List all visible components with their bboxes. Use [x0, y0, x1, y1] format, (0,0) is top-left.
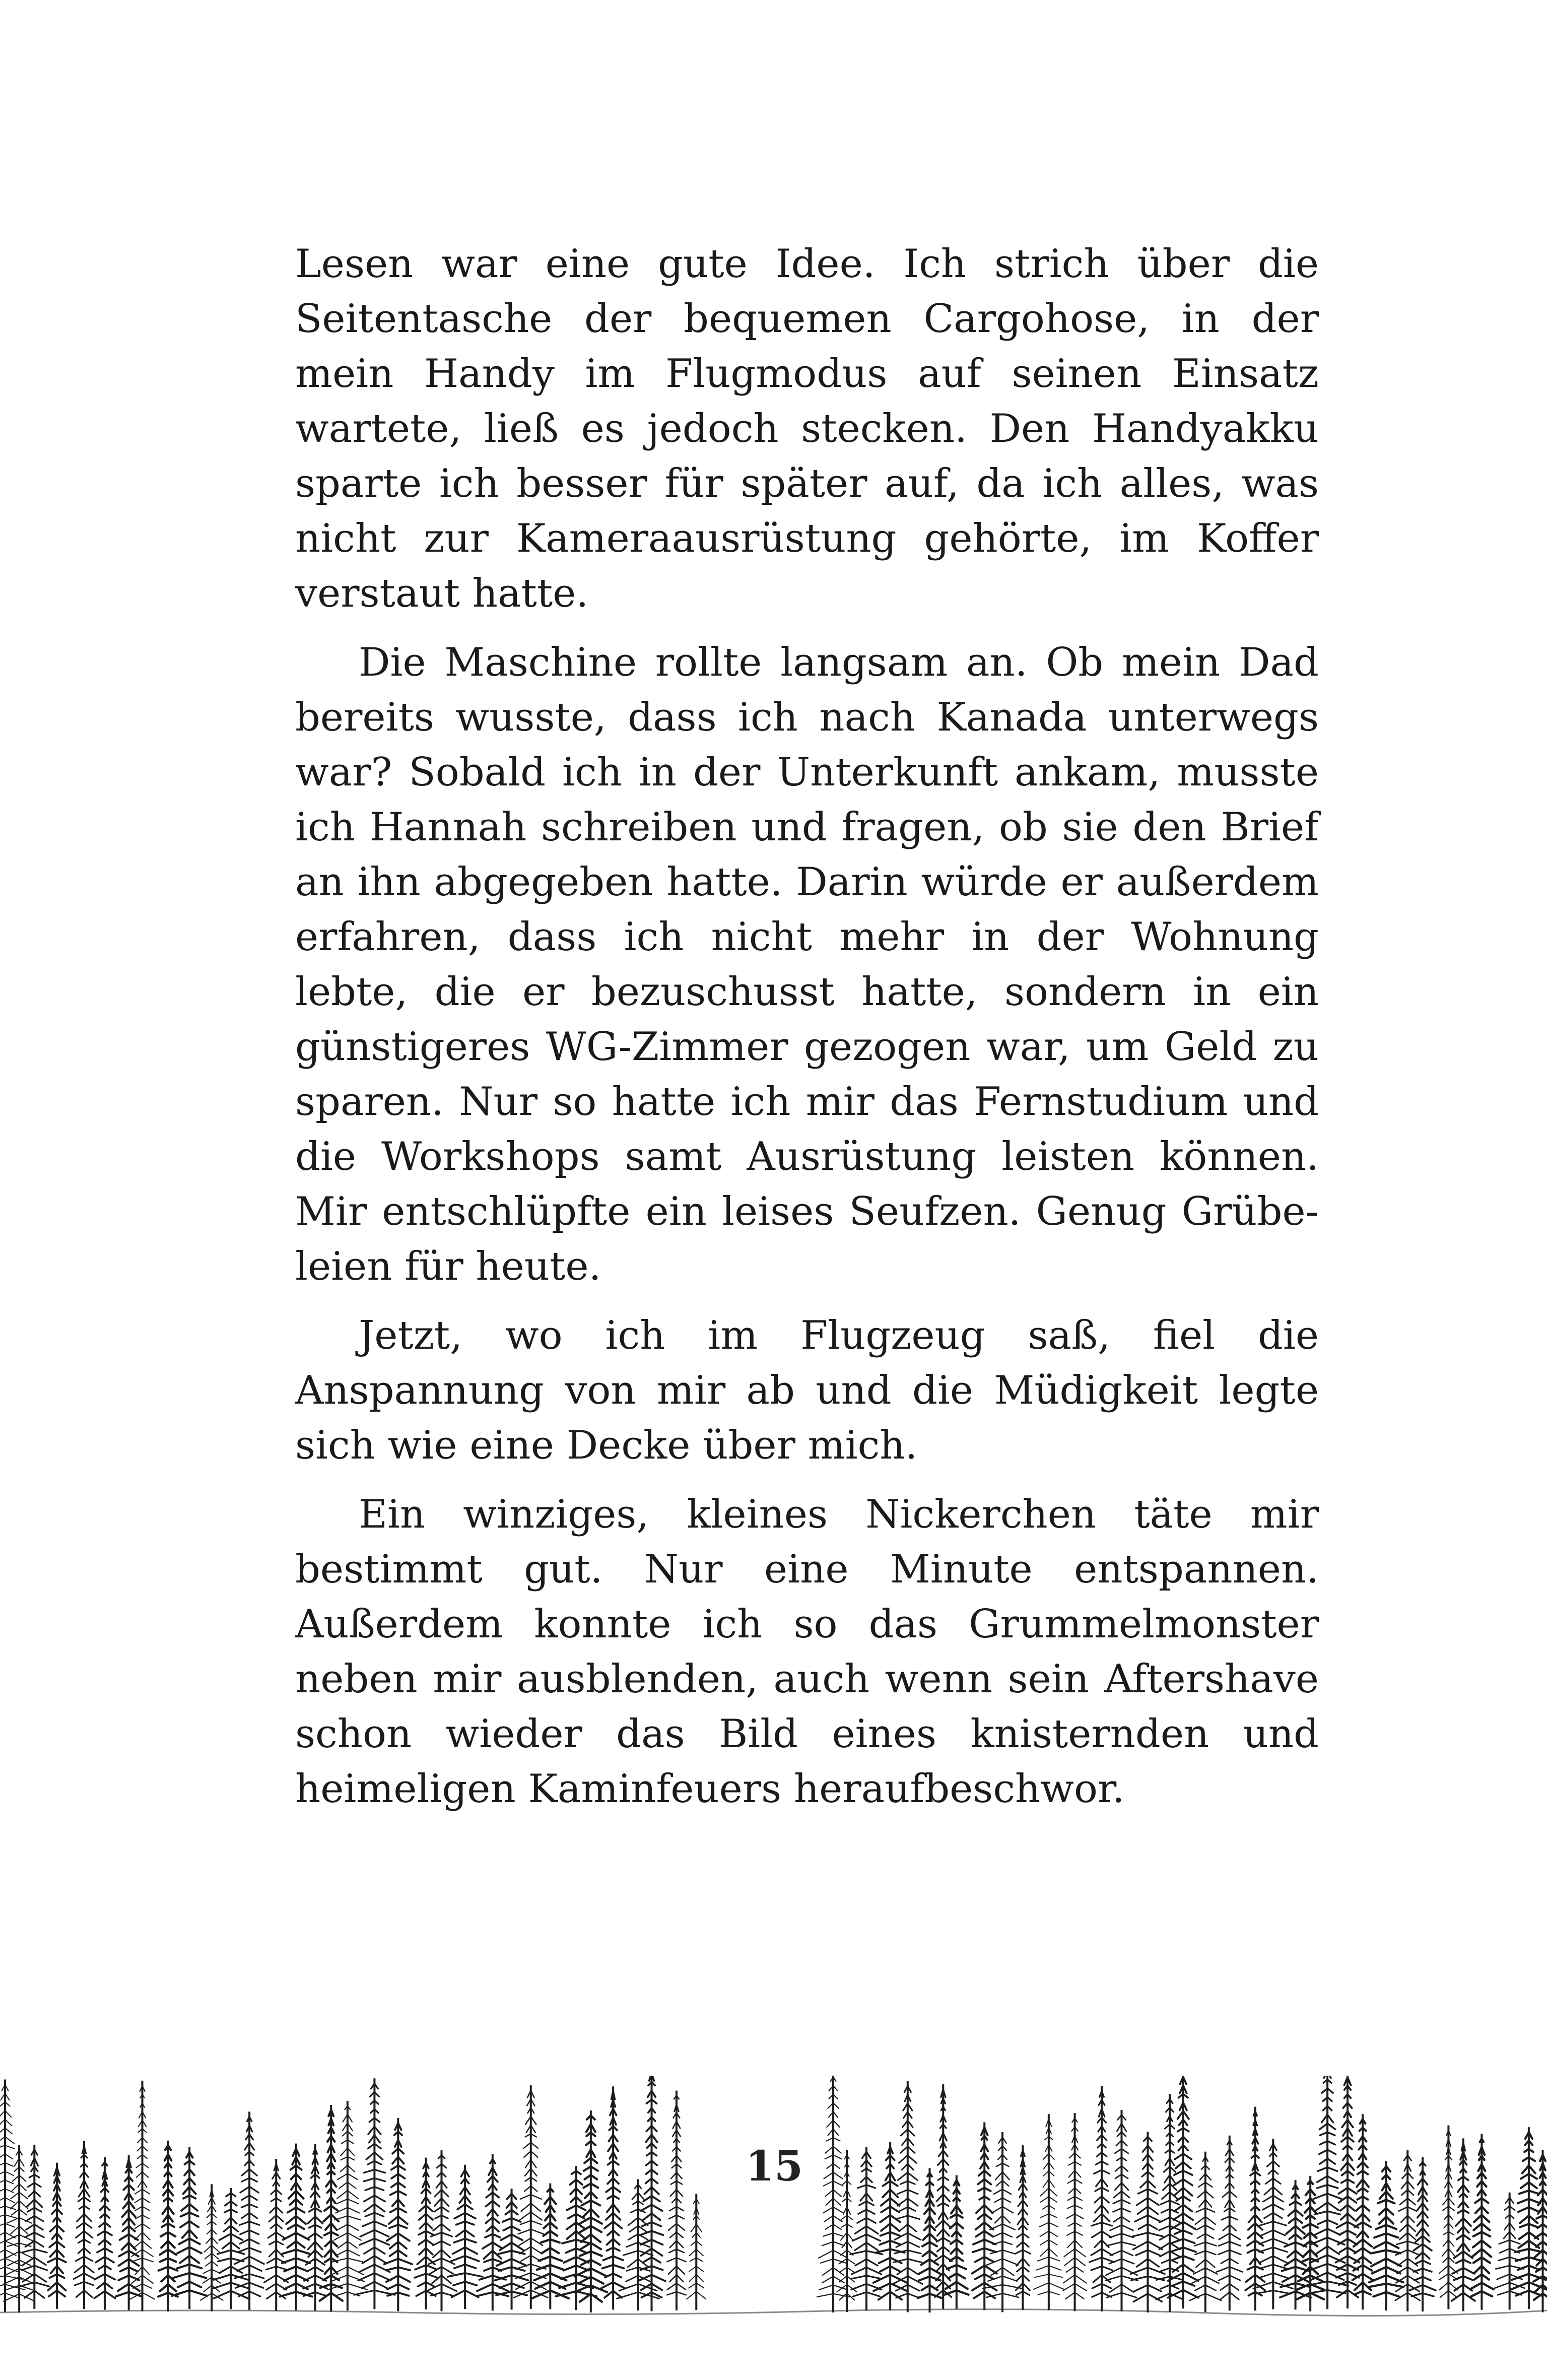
tree-icon: [1353, 2114, 1373, 2309]
forest-ground: [0, 2309, 1547, 2316]
tree-icon: [574, 2110, 607, 2312]
tree-icon: [116, 2155, 142, 2310]
tree-icon: [934, 2084, 952, 2309]
tree-icon: [158, 2141, 178, 2311]
tree-icon: [280, 2144, 312, 2310]
tree-icon: [384, 2118, 412, 2311]
tree-icon: [1015, 2145, 1030, 2310]
tree-icon: [264, 2159, 288, 2310]
body-text: [295, 237, 1319, 1817]
tree-icon: [850, 2147, 883, 2310]
paragraph-1: Lesen war eine gute Idee. Ich strich über die Seitentasche der bequemen Cargohose, in der mein Handy im Flugmodus auf seinen Einsatz wartete, ließ es jedoch stecken. Den Handyakku sparte ich besser für später auf, da ich alles, was nicht zur Kameraausrüstung gehörte, im Koffer verstaut hatte.: [295, 241, 1319, 616]
tree-icon: [415, 2158, 437, 2309]
tree-icon: [1253, 2139, 1293, 2309]
tree-icon: [1369, 2161, 1403, 2310]
tree-icon: [873, 2142, 907, 2310]
tree-icon: [667, 2091, 686, 2310]
tree-icon: [1034, 2114, 1064, 2310]
tree-icon: [972, 2122, 997, 2310]
tree-icon: [94, 2157, 115, 2310]
paragraph-2: Die Maschine rollte langsam an. Ob mein Dad bereits wusste, dass ich nach Kanada unterwegs war? Sobald ich in der Unterkunft ankam, musste ich Hannah schreiben und fragen, ob sie den Brief an ihn abgegeben hatte. Darin würde er außerdem erfahren, dass ich nicht mehr in der Wohnung lebte, die er bezuschusst hatte, sondern in ein günstigeres WG-Zimmer gezogen war, um Geld zu sparen. Nur so hatte ich mir das Fernstudium und die Workshops samt Ausrüstung leisten können. Mir entschlüpfte ein leises Seufzen. Genug Grübeleien für heute.: [295, 640, 1319, 1289]
tree-icon: [1090, 2086, 1114, 2311]
tree-icon: [200, 2184, 223, 2311]
tree-icon: [1452, 2138, 1475, 2311]
tree-icon: [1063, 2113, 1087, 2311]
tree-icon: [0, 2080, 25, 2312]
tree-icon: [1105, 2110, 1137, 2311]
tree-icon: [320, 2105, 343, 2311]
tree-icon: [427, 2150, 457, 2311]
tree-icon: [638, 2076, 665, 2311]
tree-icon: [687, 2194, 706, 2310]
tree-icon: [1245, 2107, 1265, 2311]
tree-icon: [945, 2175, 969, 2309]
tree-icon: [20, 2145, 49, 2309]
tree-icon: [1190, 2152, 1222, 2312]
paragraph-3: Jetzt, wo ich im Flugzeug saß, fiel die Anspannung von mir ab und die Müdigkeit legte sich wie eine Decke über mich.: [295, 1313, 1319, 1468]
tree-icon: [1511, 2127, 1547, 2309]
page-number: 15: [746, 2139, 801, 2194]
forest-illustration: [0, 2076, 1547, 2358]
tree-icon: [48, 2163, 66, 2309]
tree-icon: [617, 2179, 659, 2310]
tree-icon: [514, 2085, 548, 2309]
tree-icon: [1217, 2136, 1242, 2311]
tree-icon: [4, 2145, 35, 2312]
tree-icon: [1439, 2126, 1458, 2309]
tree-icon: [354, 2078, 395, 2309]
paragraph-4: Ein winziges, kleines Nickerchen täte mir bestimmt gut. Nur eine Minute entspannen. Außerdem konnte ich so das Grummelmonster neben mir ausblenden, auch wenn sein Aftershave schon wieder das Bild eines knisternden und heimeligen Kaminfeuers heraufbeschwor.: [295, 1492, 1319, 1812]
tree-icon: [235, 2111, 264, 2310]
tree-icon: [172, 2147, 207, 2309]
tree-icon: [1470, 2134, 1494, 2310]
tree-icon: [1336, 2076, 1360, 2308]
tree-icon: [1409, 2157, 1436, 2311]
tree-icon: [74, 2141, 95, 2309]
tree-icon: [531, 2184, 569, 2309]
